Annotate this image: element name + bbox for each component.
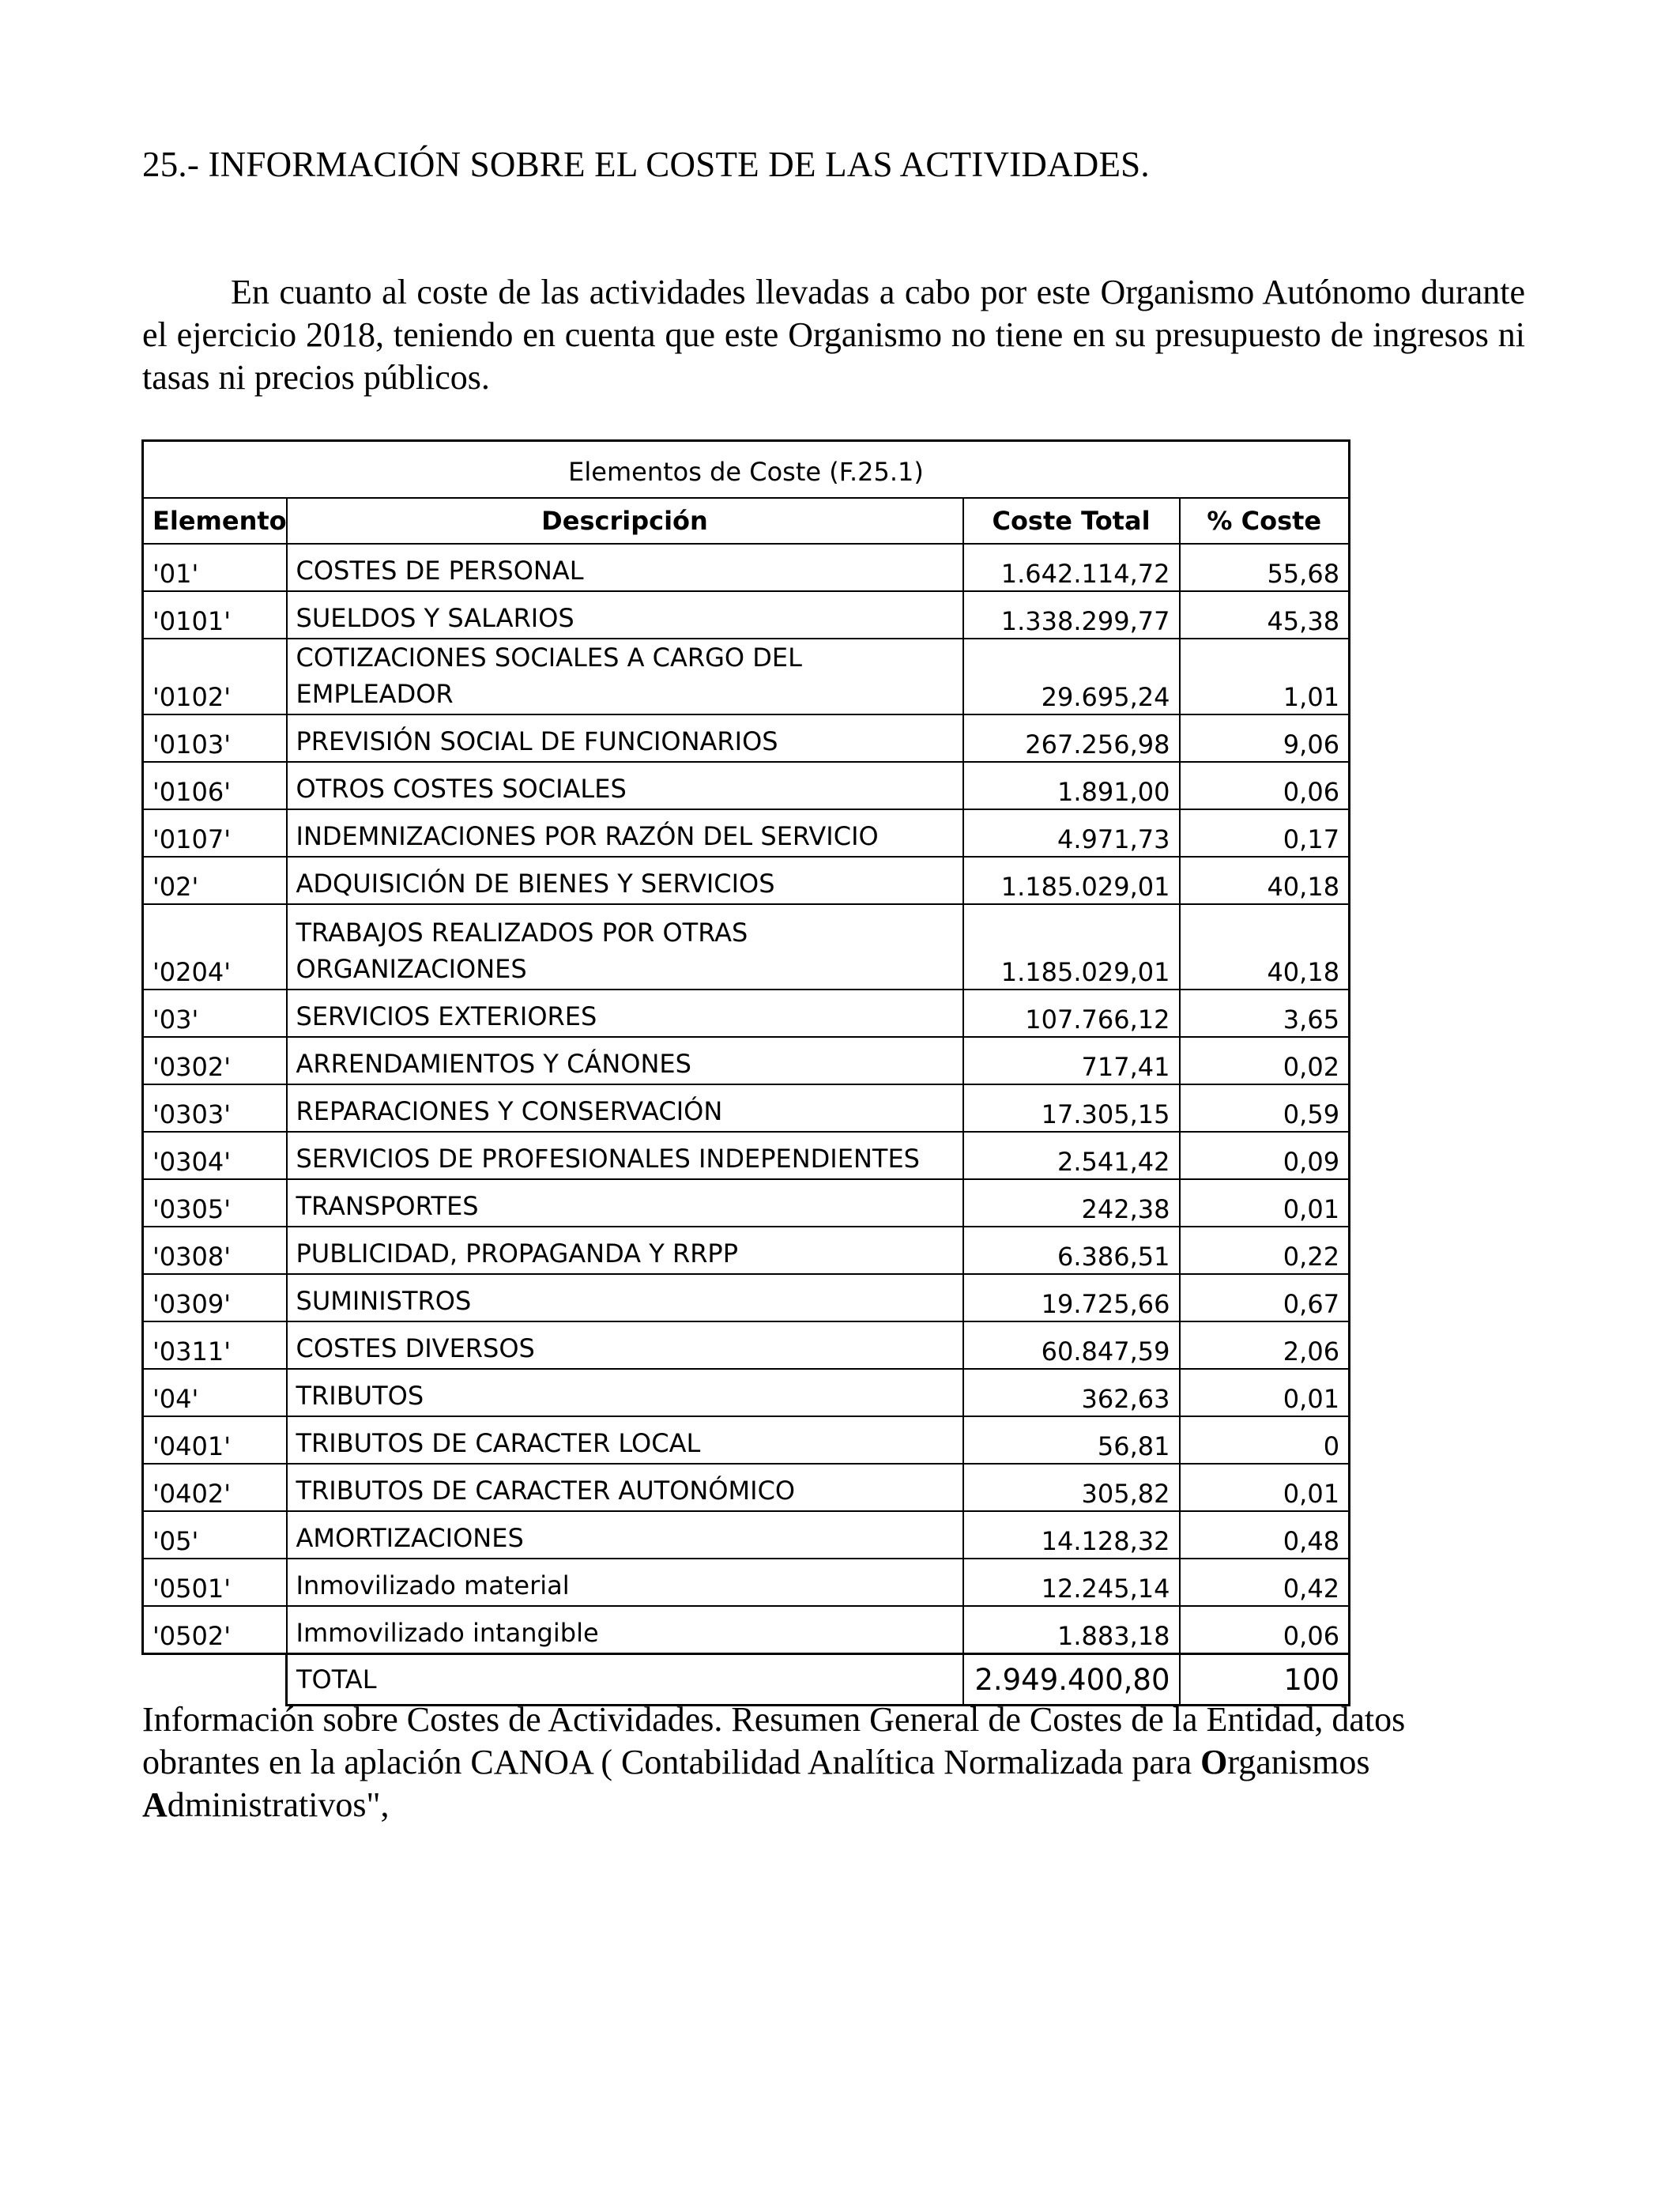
cell-coste-total: 2.541,42 xyxy=(963,1132,1180,1179)
cell-elemento: '0311' xyxy=(143,1321,287,1369)
cell-pct-coste: 45,38 xyxy=(1180,591,1350,639)
cell-descripcion: SUELDOS Y SALARIOS xyxy=(287,591,963,639)
header-elemento: Elemento xyxy=(143,498,287,544)
cell-pct-coste: 55,68 xyxy=(1180,544,1350,591)
cell-coste-total: 6.386,51 xyxy=(963,1227,1180,1274)
cell-descripcion: TRIBUTOS DE CARACTER LOCAL xyxy=(287,1416,963,1464)
table-row xyxy=(143,1511,1350,1559)
footnote-bold-a: A xyxy=(142,1785,168,1824)
footnote-bold-o: O xyxy=(1200,1743,1228,1781)
cell-elemento: '0304' xyxy=(143,1132,287,1179)
cell-pct-coste: 3,65 xyxy=(1180,990,1350,1037)
table-row xyxy=(143,1606,1350,1654)
table-row xyxy=(143,1321,1350,1369)
table-row xyxy=(143,857,1350,904)
cell-coste-total: 60.847,59 xyxy=(963,1321,1180,1369)
cell-elemento: '0303' xyxy=(143,1084,287,1132)
cell-descripcion: Inmovilizado material xyxy=(287,1559,963,1606)
header-descripcion: Descripción xyxy=(287,498,963,544)
cell-elemento: '0308' xyxy=(143,1227,287,1274)
cell-pct-coste: 0,01 xyxy=(1180,1179,1350,1227)
cell-pct-coste: 1,01 xyxy=(1180,639,1350,714)
cell-elemento: '0309' xyxy=(143,1274,287,1321)
cell-descripcion: OTROS COSTES SOCIALES xyxy=(287,762,963,809)
cell-coste-total: 267.256,98 xyxy=(963,714,1180,762)
cell-descripcion: Immovilizado intangible xyxy=(287,1606,963,1654)
cell-coste-total: 56,81 xyxy=(963,1416,1180,1464)
cell-descripcion: PREVISIÓN SOCIAL DE FUNCIONARIOS xyxy=(287,714,963,762)
table-row xyxy=(143,591,1350,639)
header-pct-coste: % Coste xyxy=(1180,498,1350,544)
cell-elemento: '0102' xyxy=(143,639,287,714)
cell-coste-total: 14.128,32 xyxy=(963,1511,1180,1559)
table-row xyxy=(143,1369,1350,1416)
cell-pct-coste: 0,06 xyxy=(1180,1606,1350,1654)
table-row xyxy=(143,1037,1350,1084)
cell-coste-total: 107.766,12 xyxy=(963,990,1180,1037)
cell-pct-coste: 0,02 xyxy=(1180,1037,1350,1084)
cell-descripcion: AMORTIZACIONES xyxy=(287,1511,963,1559)
table-caption: Elementos de Coste (F.25.1) xyxy=(143,441,1350,499)
cell-elemento: '0101' xyxy=(143,591,287,639)
table-row xyxy=(143,1274,1350,1321)
table-row xyxy=(143,544,1350,591)
cell-descripcion: ARRENDAMIENTOS Y CÁNONES xyxy=(287,1037,963,1084)
cell-coste-total: 242,38 xyxy=(963,1179,1180,1227)
total-pct: 100 xyxy=(1180,1654,1350,1706)
cell-coste-total: 29.695,24 xyxy=(963,639,1180,714)
footnote-text-3: dministrativos", xyxy=(167,1785,390,1824)
cell-descripcion: SUMINISTROS xyxy=(287,1274,963,1321)
table-row xyxy=(143,1559,1350,1606)
table-row xyxy=(143,1416,1350,1464)
cell-pct-coste: 0,59 xyxy=(1180,1084,1350,1132)
section-heading: 25.- INFORMACIÓN SOBRE EL COSTE DE LAS ACTIVIDADES. xyxy=(142,145,1150,184)
cell-elemento: '0502' xyxy=(143,1606,287,1654)
cell-elemento: '0305' xyxy=(143,1179,287,1227)
cell-coste-total: 1.185.029,01 xyxy=(963,904,1180,990)
table-row xyxy=(143,809,1350,857)
cell-coste-total: 19.725,66 xyxy=(963,1274,1180,1321)
cell-elemento: '0107' xyxy=(143,809,287,857)
cell-descripcion: INDEMNIZACIONES POR RAZÓN DEL SERVICIO xyxy=(287,809,963,857)
table-row xyxy=(143,1227,1350,1274)
cell-pct-coste: 0,48 xyxy=(1180,1511,1350,1559)
footnote-paragraph xyxy=(142,1698,1525,1826)
table-row xyxy=(143,714,1350,762)
cell-elemento: '03' xyxy=(143,990,287,1037)
cell-elemento: '0402' xyxy=(143,1464,287,1511)
cell-coste-total: 4.971,73 xyxy=(963,809,1180,857)
cell-descripcion: TRABAJOS REALIZADOS POR OTRAS ORGANIZACIONES xyxy=(287,904,963,990)
table-row xyxy=(143,1084,1350,1132)
table-row xyxy=(143,904,1350,990)
cell-coste-total: 1.185.029,01 xyxy=(963,857,1180,904)
cell-pct-coste: 2,06 xyxy=(1180,1321,1350,1369)
cell-coste-total: 12.245,14 xyxy=(963,1559,1180,1606)
cell-pct-coste: 0,67 xyxy=(1180,1274,1350,1321)
cell-coste-total: 1.338.299,77 xyxy=(963,591,1180,639)
cell-pct-coste: 0,22 xyxy=(1180,1227,1350,1274)
cell-coste-total: 17.305,15 xyxy=(963,1084,1180,1132)
total-row xyxy=(143,1654,1350,1706)
cell-pct-coste: 0,09 xyxy=(1180,1132,1350,1179)
cell-elemento: '0204' xyxy=(143,904,287,990)
cell-descripcion: COTIZACIONES SOCIALES A CARGO DEL EMPLEADOR xyxy=(287,639,963,714)
cell-elemento: '0103' xyxy=(143,714,287,762)
cell-descripcion: REPARACIONES Y CONSERVACIÓN xyxy=(287,1084,963,1132)
cell-pct-coste: 40,18 xyxy=(1180,857,1350,904)
table-row xyxy=(143,1132,1350,1179)
table-body xyxy=(143,544,1350,1654)
cost-elements-table xyxy=(141,439,1350,1706)
cell-descripcion: SERVICIOS DE PROFESIONALES INDEPENDIENTES xyxy=(287,1132,963,1179)
table-row xyxy=(143,1464,1350,1511)
cell-elemento: '01' xyxy=(143,544,287,591)
header-coste-total: Coste Total xyxy=(963,498,1180,544)
cell-coste-total: 1.883,18 xyxy=(963,1606,1180,1654)
cell-descripcion: TRIBUTOS DE CARACTER AUTONÓMICO xyxy=(287,1464,963,1511)
intro-paragraph: En cuanto al coste de las actividades llevadas a cabo por este Organismo Autónomo durante el ejercicio 2018, teniendo en cuenta que este Organismo no tiene en su presupuesto de ingresos ni tasas ni precios públicos. xyxy=(142,273,1525,397)
cell-elemento: '02' xyxy=(143,857,287,904)
footnote-text-1: Información sobre Costes de Actividades. Resumen General de Costes de la Entidad, datos obrantes en la aplación CANOA ( Contabilidad Analítica Normalizada para xyxy=(142,1700,1406,1781)
cell-elemento: '0501' xyxy=(143,1559,287,1606)
footnote-text-2: rganismos xyxy=(1227,1743,1370,1781)
cell-pct-coste: 0,01 xyxy=(1180,1369,1350,1416)
cell-descripcion: COSTES DIVERSOS xyxy=(287,1321,963,1369)
table-header-row xyxy=(143,498,1350,544)
total-coste: 2.949.400,80 xyxy=(963,1654,1180,1706)
cell-elemento: '0302' xyxy=(143,1037,287,1084)
cell-coste-total: 717,41 xyxy=(963,1037,1180,1084)
total-blank-cell xyxy=(143,1654,287,1706)
cell-pct-coste: 0,01 xyxy=(1180,1464,1350,1511)
cell-coste-total: 305,82 xyxy=(963,1464,1180,1511)
table-row xyxy=(143,990,1350,1037)
table-row xyxy=(143,1179,1350,1227)
total-label: TOTAL xyxy=(287,1654,963,1706)
cell-elemento: '04' xyxy=(143,1369,287,1416)
table-row xyxy=(143,762,1350,809)
cell-pct-coste: 9,06 xyxy=(1180,714,1350,762)
cell-pct-coste: 0,17 xyxy=(1180,809,1350,857)
cell-coste-total: 362,63 xyxy=(963,1369,1180,1416)
cell-coste-total: 1.642.114,72 xyxy=(963,544,1180,591)
cell-coste-total: 1.891,00 xyxy=(963,762,1180,809)
cell-elemento: '05' xyxy=(143,1511,287,1559)
table-caption-row xyxy=(143,441,1350,499)
cell-descripcion: SERVICIOS EXTERIORES xyxy=(287,990,963,1037)
cell-descripcion: PUBLICIDAD, PROPAGANDA Y RRPP xyxy=(287,1227,963,1274)
cell-descripcion: TRANSPORTES xyxy=(287,1179,963,1227)
cell-descripcion: COSTES DE PERSONAL xyxy=(287,544,963,591)
cell-pct-coste: 0,42 xyxy=(1180,1559,1350,1606)
cell-descripcion: TRIBUTOS xyxy=(287,1369,963,1416)
table-row xyxy=(143,639,1350,714)
cell-elemento: '0106' xyxy=(143,762,287,809)
cell-pct-coste: 40,18 xyxy=(1180,904,1350,990)
cell-pct-coste: 0 xyxy=(1180,1416,1350,1464)
cell-elemento: '0401' xyxy=(143,1416,287,1464)
cell-descripcion: ADQUISICIÓN DE BIENES Y SERVICIOS xyxy=(287,857,963,904)
cell-pct-coste: 0,06 xyxy=(1180,762,1350,809)
